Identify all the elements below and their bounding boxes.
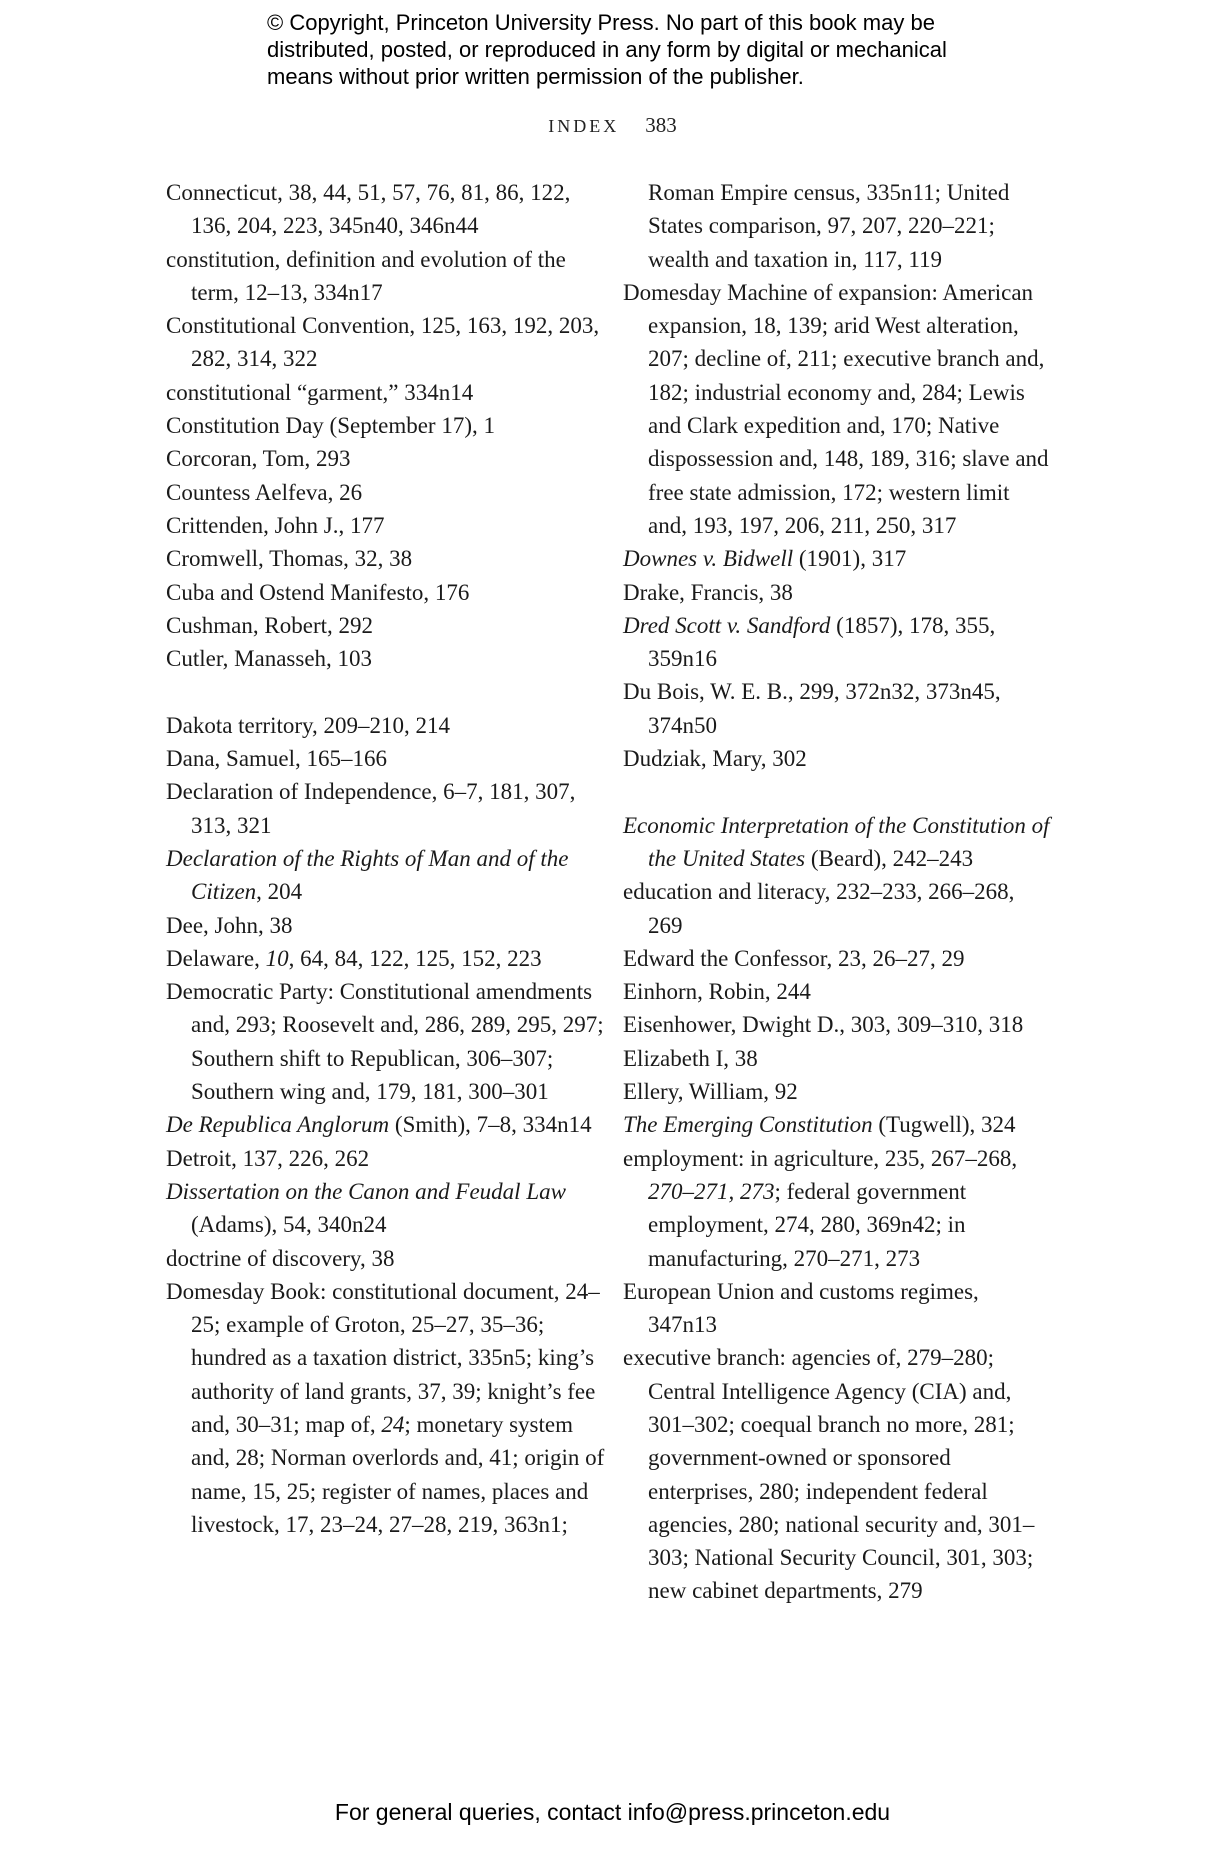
entry-text: Eisenhower, Dwight D., 303, 309–310, 318 bbox=[623, 1012, 1024, 1038]
entry-text: Detroit, 137, 226, 262 bbox=[166, 1145, 370, 1171]
entry-text: Connecticut, 38, 44, 51, 57, 76, 81, 86, 122, 136, 204, 223, 345n40, 346n44 bbox=[166, 180, 571, 239]
italic-text: De Republica Anglorum bbox=[166, 1112, 390, 1138]
index-column-left bbox=[166, 176, 611, 1541]
index-entry bbox=[623, 875, 1053, 942]
index-entry bbox=[166, 176, 611, 243]
entry-text: , 204 bbox=[256, 879, 303, 905]
entry-text: European Union and customs regimes, 347n13 bbox=[623, 1278, 979, 1338]
entry-text: Cushman, Robert, 292 bbox=[166, 612, 373, 638]
index-entry bbox=[623, 1341, 1053, 1607]
entry-text: executive branch: agencies of, 279–280; Central Intelligence Agency (CIA) and, 301–302; coequal branch no more, 281; government-owned or sponsored enterprises, 280; independent federal agencies, 280; national security and, 301–303; National Security Council, 301, 303; new cabinet departments, 279 bbox=[623, 1345, 1035, 1604]
copyright-line: © Copyright, Princeton University Press. No part of this book may be bbox=[267, 10, 935, 35]
entry-text: constitution, definition and evolution of the term, 12–13, 334n17 bbox=[166, 246, 566, 305]
entry-text: ; federal government employment, 274, 280, 369n42; in manufacturing, 270–271, 273 bbox=[648, 1178, 967, 1271]
entry-text: Corcoran, Tom, 293 bbox=[166, 446, 351, 472]
footer-contact: For general queries, contact info@press.princeton.edu bbox=[334, 1799, 891, 1825]
page-number: 383 bbox=[645, 113, 677, 137]
index-entry bbox=[623, 675, 1053, 742]
entry-text: Cuba and Ostend Manifesto, 176 bbox=[166, 579, 470, 605]
entry-text: Dudziak, Mary, 302 bbox=[623, 746, 807, 772]
index-entry bbox=[623, 1075, 1053, 1108]
index-entry bbox=[166, 1108, 611, 1141]
entry-text: (Tugwell), 324 bbox=[872, 1112, 1016, 1138]
index-entry bbox=[166, 742, 611, 775]
index-entry bbox=[623, 1275, 1053, 1342]
index-entry bbox=[166, 609, 611, 642]
entry-text: Democratic Party: Constitutional amendments and, 293; Roosevelt and, 286, 289, 295, 297; Southern shift to Republican, 306–307; Southern wing and, 179, 181, 300–301 bbox=[166, 979, 604, 1105]
copyright-notice bbox=[267, 9, 1027, 90]
entry-text: Drake, Francis, 38 bbox=[623, 579, 793, 605]
entry-text: (1901), 317 bbox=[793, 546, 907, 572]
italic-text: Dred Scott v. Sandford bbox=[623, 612, 831, 638]
entry-text: (Smith), 7–8, 334n14 bbox=[389, 1112, 592, 1138]
entry-text: Einhorn, Robin, 244 bbox=[623, 979, 811, 1005]
entry-text: Elizabeth I, 38 bbox=[623, 1045, 758, 1071]
index-entry bbox=[166, 476, 611, 509]
entry-text: constitutional “garment,” 334n14 bbox=[166, 379, 474, 405]
running-head-title: INDEX bbox=[548, 116, 620, 136]
entry-text: Roman Empire census, 335n11; United States comparison, 97, 207, 220–221; wealth and taxation in, 117, 119 bbox=[648, 180, 1010, 272]
index-entry bbox=[166, 909, 611, 942]
entry-text: education and literacy, 232–233, 266–268, 269 bbox=[623, 879, 1015, 938]
entry-text: Domesday Book: constitutional document, 24–25; example of Groton, 25–27, 35–36; hundred as a taxation district, 335n5; king’s authority of land grants, 37, 39; knight’s fee and, 30–31; map of, bbox=[166, 1278, 600, 1437]
entry-text: Dana, Samuel, 165–166 bbox=[166, 746, 388, 772]
entry-text: Constitution Day (September 17), 1 bbox=[166, 413, 495, 439]
index-entry bbox=[623, 1008, 1053, 1041]
entry-text: Cutler, Manasseh, 103 bbox=[166, 646, 373, 672]
index-entry bbox=[623, 1108, 1053, 1141]
index-entry bbox=[166, 842, 611, 909]
index-entry bbox=[623, 576, 1053, 609]
entry-text: Dee, John, 38 bbox=[166, 912, 293, 938]
entry-text: Cromwell, Thomas, 32, 38 bbox=[166, 546, 413, 572]
entry-text: Crittenden, John J., 177 bbox=[166, 512, 385, 538]
entry-text: employment: in agriculture, 235, 267–268, bbox=[623, 1145, 1018, 1171]
entry-text: Constitutional Convention, 125, 163, 192, 203, 282, 314, 322 bbox=[166, 313, 600, 372]
index-entry bbox=[166, 709, 611, 742]
letter-group-gap bbox=[166, 675, 611, 708]
index-entry bbox=[623, 609, 1053, 676]
entry-text: Countess Aelfeva, 26 bbox=[166, 479, 363, 505]
entry-text: (1857), 178, 355, 359n16 bbox=[648, 612, 996, 672]
index-entry bbox=[623, 809, 1053, 876]
letter-group-gap bbox=[623, 775, 1053, 808]
entry-text: ; monetary system and, 28; Norman overlords and, 41; origin of name, 15, 25; register of names, places and livestock, 17, 23–24, 27–28, 219, 363n1; bbox=[191, 1411, 605, 1537]
index-entry bbox=[166, 1275, 611, 1541]
entry-text: Domesday Machine of expansion: American expansion, 18, 139; arid West alteration, 207; decline of, 211; executive branch and, 182; industrial economy and, 284; Lewis and Clark expedition and, 170; Native dispossession and, 148, 189, 316; slave and free state admission, 172; western limit and, 193, 197, 206, 211, 250, 317 bbox=[623, 279, 1049, 538]
italic-text: 24 bbox=[381, 1411, 405, 1437]
index-entry bbox=[166, 243, 611, 310]
entry-text: (Adams), 54, 340n24 bbox=[191, 1212, 387, 1238]
index-entry bbox=[166, 509, 611, 542]
index-entry bbox=[623, 742, 1053, 775]
italic-text: Declaration of the Rights of Man and of the Citizen bbox=[166, 845, 569, 905]
index-entry bbox=[623, 1042, 1053, 1075]
italic-text: 10 bbox=[265, 945, 289, 971]
entry-text: Delaware, bbox=[166, 945, 266, 971]
copyright-line: means without prior written permission of the publisher. bbox=[267, 64, 804, 89]
index-entry bbox=[623, 942, 1053, 975]
index-entry bbox=[166, 376, 611, 409]
index-entry bbox=[166, 942, 611, 975]
italic-text: Economic Interpretation of the Constitution of the United States bbox=[623, 812, 1050, 871]
entry-text: Du Bois, W. E. B., 299, 372n32, 373n45, 374n50 bbox=[623, 679, 1001, 738]
index-entry-continued bbox=[623, 176, 1053, 276]
index-entry bbox=[623, 975, 1053, 1008]
index-entry bbox=[166, 309, 611, 376]
index-entry bbox=[166, 442, 611, 475]
index-entry bbox=[623, 542, 1053, 575]
entry-text: doctrine of discovery, 38 bbox=[166, 1245, 395, 1271]
index-entry bbox=[166, 409, 611, 442]
index-entry bbox=[166, 642, 611, 675]
entry-text: Ellery, William, 92 bbox=[623, 1079, 798, 1105]
entry-text: Declaration of Independence, 6–7, 181, 307, 313, 321 bbox=[166, 779, 576, 838]
index-entry bbox=[623, 1142, 1053, 1275]
index-entry bbox=[623, 276, 1053, 542]
entry-text: (Beard), 242–243 bbox=[805, 845, 974, 871]
italic-text: 270–271, 273 bbox=[648, 1178, 775, 1204]
index-entry bbox=[166, 1175, 611, 1242]
running-head bbox=[0, 113, 1225, 138]
entry-text: , 64, 84, 122, 125, 152, 223 bbox=[288, 945, 542, 971]
index-entry bbox=[166, 975, 611, 1108]
entry-text: Edward the Confessor, 23, 26–27, 29 bbox=[623, 945, 965, 971]
index-entry bbox=[166, 576, 611, 609]
italic-text: Downes v. Bidwell bbox=[623, 546, 794, 572]
index-entry bbox=[166, 1142, 611, 1175]
entry-text: Dakota territory, 209–210, 214 bbox=[166, 712, 451, 738]
italic-text: The Emerging Constitution bbox=[623, 1112, 873, 1138]
copyright-line: distributed, posted, or reproduced in any form by digital or mechanical bbox=[267, 37, 947, 62]
italic-text: Dissertation on the Canon and Feudal Law bbox=[166, 1178, 566, 1204]
index-entry bbox=[166, 775, 611, 842]
index-column-right bbox=[623, 176, 1053, 1608]
index-entry bbox=[166, 542, 611, 575]
index-entry bbox=[166, 1242, 611, 1275]
